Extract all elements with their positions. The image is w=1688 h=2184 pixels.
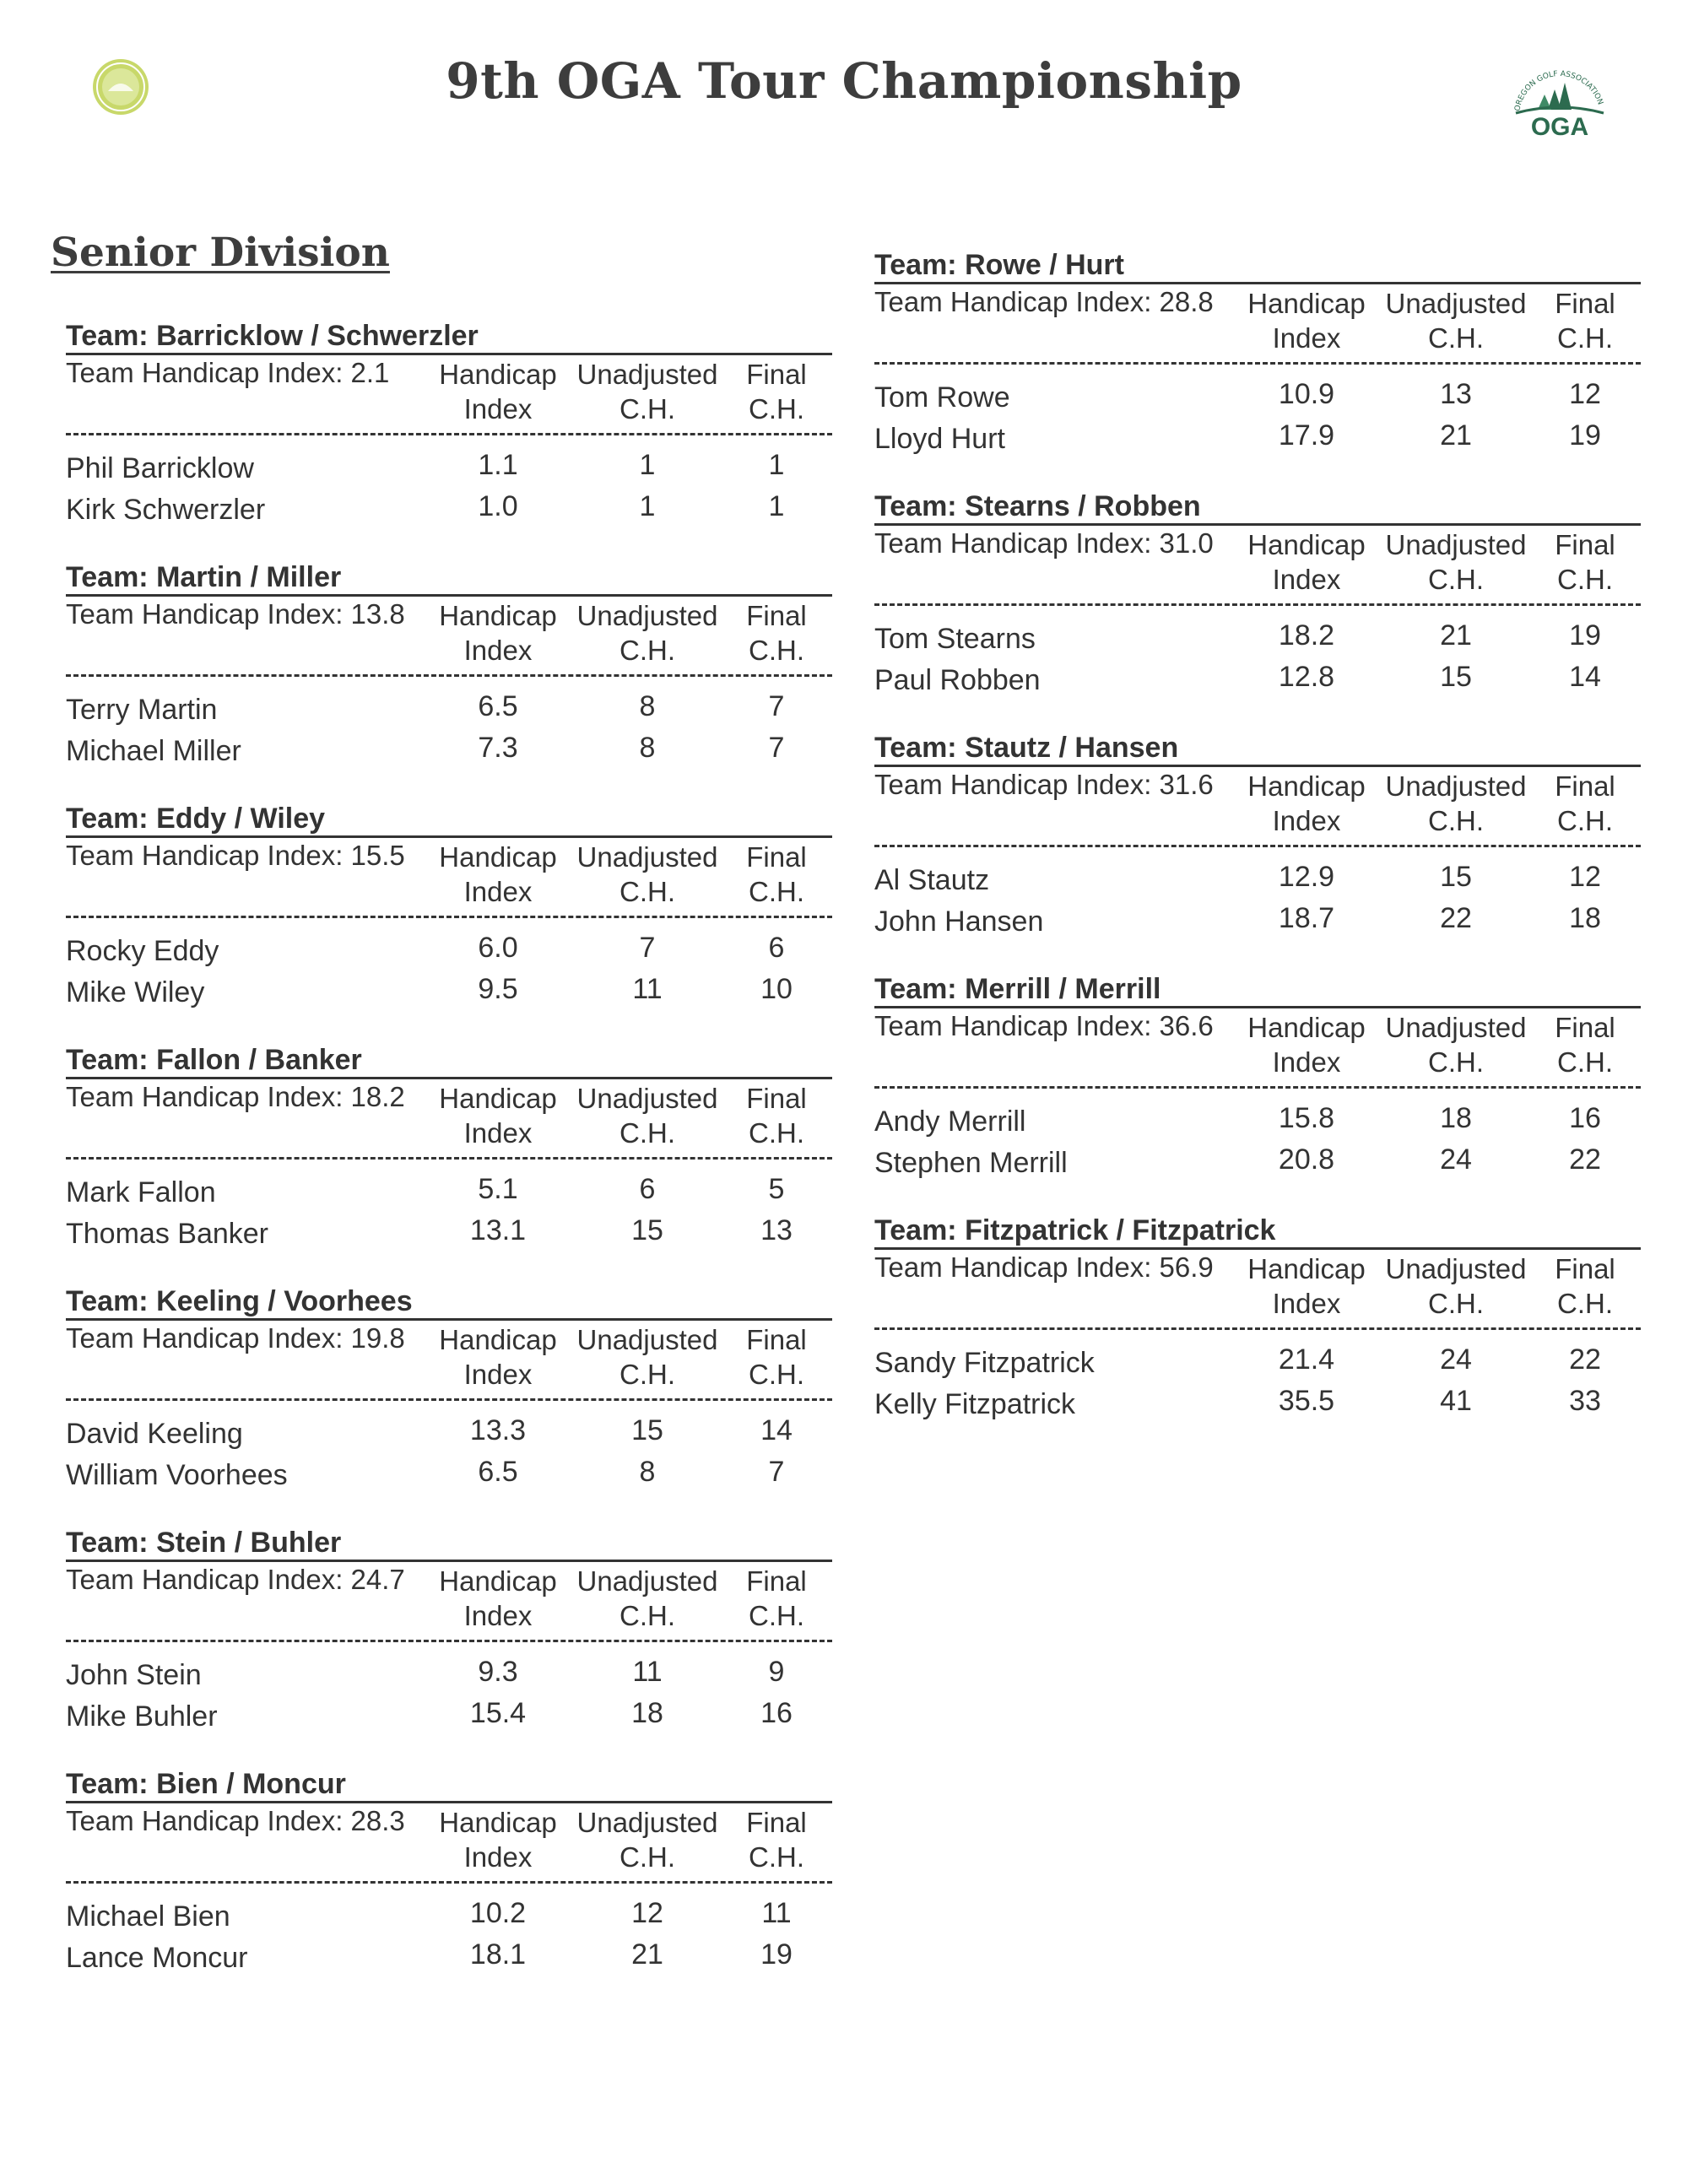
player-handicap-index: 10.2: [469, 1897, 527, 1929]
player-final-ch: 12: [1569, 861, 1601, 893]
team-name: Team: Fallon / Banker: [66, 1044, 362, 1076]
player-handicap-index: 1.0: [478, 490, 518, 522]
team-block: [66, 1043, 832, 1251]
player-name: Lance Moncur: [66, 1942, 248, 1974]
team-name: Team: Bien / Moncur: [66, 1768, 346, 1800]
oga-logo-text: OGA: [1530, 113, 1589, 138]
col-header-unadjusted-ch: Unadjusted C.H.: [1385, 770, 1527, 836]
player-name: Stephen Merrill: [874, 1147, 1068, 1179]
player-row: [874, 414, 1641, 456]
player-handicap-index: 13.3: [469, 1414, 527, 1446]
player-unadjusted-ch: 12: [631, 1897, 663, 1929]
player-row: [874, 856, 1641, 897]
col-header-handicap-index: Handicap Index: [439, 1083, 557, 1149]
team-handicap-index: Team Handicap Index: 15.5: [66, 840, 405, 871]
player-final-ch: 18: [1569, 902, 1601, 934]
player-unadjusted-ch: 1: [639, 449, 656, 481]
player-unadjusted-ch: 11: [632, 973, 663, 1005]
player-row: [66, 927, 832, 968]
player-unadjusted-ch: 18: [631, 1697, 663, 1729]
team-name: Team: Stautz / Hansen: [874, 732, 1179, 764]
player-row: [66, 727, 832, 768]
col-header-unadjusted-ch: Unadjusted C.H.: [576, 1083, 718, 1149]
col-header-final-ch: Final C.H.: [1555, 1253, 1615, 1319]
player-final-ch: 9: [768, 1656, 785, 1688]
player-unadjusted-ch: 41: [1440, 1385, 1472, 1417]
player-handicap-index: 15.4: [469, 1697, 527, 1729]
player-handicap-index: 6.5: [478, 1456, 518, 1488]
team-handicap-index: Team Handicap Index: 28.3: [66, 1805, 405, 1836]
player-unadjusted-ch: 8: [639, 690, 656, 722]
team-block: [66, 1526, 832, 1733]
player-unadjusted-ch: 8: [639, 732, 656, 764]
team-handicap-index: Team Handicap Index: 18.2: [66, 1081, 405, 1112]
player-final-ch: 22: [1569, 1143, 1601, 1176]
player-name: Rocky Eddy: [66, 935, 219, 967]
team-handicap-index: Team Handicap Index: 24.7: [66, 1564, 405, 1595]
col-header-handicap-index: Handicap Index: [1247, 1012, 1366, 1078]
player-handicap-index: 9.5: [478, 973, 518, 1005]
player-unadjusted-ch: 22: [1440, 902, 1472, 934]
oga-logo-arc-text: OREGON GOLF ASSOCIATION: [1513, 69, 1604, 112]
team-header: [874, 523, 1641, 606]
col-header-unadjusted-ch: Unadjusted C.H.: [576, 600, 718, 666]
col-header-handicap-index: Handicap Index: [439, 1324, 557, 1390]
player-name: Kelly Fitzpatrick: [874, 1388, 1076, 1420]
team-handicap-index: Team Handicap Index: 13.8: [66, 598, 405, 630]
team-handicap-index: Team Handicap Index: 36.6: [874, 1010, 1214, 1041]
team-name: Team: Eddy / Wiley: [66, 803, 326, 835]
player-final-ch: 19: [1569, 419, 1601, 451]
player-unadjusted-ch: 24: [1440, 1343, 1472, 1376]
player-final-ch: 1: [768, 490, 785, 522]
col-header-final-ch: Final C.H.: [746, 1324, 807, 1390]
player-name: Mark Fallon: [66, 1176, 216, 1208]
col-header-final-ch: Final C.H.: [746, 841, 807, 907]
team-block: [874, 972, 1641, 1180]
team-handicap-index: Team Handicap Index: 56.9: [874, 1251, 1214, 1283]
col-header-handicap-index: Handicap Index: [1247, 770, 1366, 836]
oga-logo-icon: [1507, 57, 1612, 138]
player-final-ch: 16: [760, 1697, 793, 1729]
player-name: Michael Bien: [66, 1900, 230, 1933]
col-header-unadjusted-ch: Unadjusted C.H.: [576, 841, 718, 907]
player-unadjusted-ch: 13: [1440, 378, 1472, 410]
col-header-unadjusted-ch: Unadjusted C.H.: [1385, 1012, 1527, 1078]
team-name: Team: Merrill / Merrill: [874, 973, 1161, 1005]
player-handicap-index: 15.8: [1278, 1102, 1335, 1134]
team-header: [66, 1318, 832, 1401]
player-unadjusted-ch: 15: [631, 1414, 663, 1446]
col-header-final-ch: Final C.H.: [1555, 529, 1615, 595]
player-final-ch: 19: [1569, 619, 1601, 651]
col-header-final-ch: Final C.H.: [1555, 1012, 1615, 1078]
player-name: Sandy Fitzpatrick: [874, 1347, 1095, 1379]
player-row: [874, 1338, 1641, 1380]
player-row: [66, 1409, 832, 1451]
player-unadjusted-ch: 21: [631, 1938, 663, 1970]
player-final-ch: 16: [1569, 1102, 1601, 1134]
team-block: [66, 560, 832, 768]
player-row: [66, 1933, 832, 1975]
player-name: Terry Martin: [66, 694, 218, 726]
player-row: [66, 1209, 832, 1251]
team-handicap-index: Team Handicap Index: 31.6: [874, 769, 1214, 800]
player-name: John Stein: [66, 1659, 202, 1691]
golf-club-badge-icon: [91, 57, 150, 116]
player-handicap-index: 17.9: [1278, 419, 1335, 451]
team-handicap-index: Team Handicap Index: 19.8: [66, 1322, 405, 1354]
team-name: Team: Keeling / Voorhees: [66, 1285, 413, 1317]
player-row: [66, 1892, 832, 1933]
player-row: [66, 685, 832, 727]
player-handicap-index: 9.3: [478, 1656, 518, 1688]
player-final-ch: 19: [760, 1938, 793, 1970]
player-row: [66, 1451, 832, 1492]
col-header-handicap-index: Handicap Index: [439, 1565, 557, 1631]
team-header: [874, 1247, 1641, 1330]
player-row: [66, 968, 832, 1009]
team-block: [874, 248, 1641, 456]
player-final-ch: 14: [1569, 661, 1601, 693]
team-block: [66, 1284, 832, 1492]
player-handicap-index: 35.5: [1278, 1385, 1335, 1417]
player-final-ch: 33: [1569, 1385, 1601, 1417]
col-header-final-ch: Final C.H.: [746, 600, 807, 666]
player-final-ch: 5: [768, 1173, 785, 1205]
team-header: [874, 1006, 1641, 1089]
player-row: [66, 444, 832, 485]
player-final-ch: 7: [768, 690, 785, 722]
player-handicap-index: 20.8: [1278, 1143, 1335, 1176]
player-final-ch: 13: [760, 1214, 793, 1246]
player-name: Kirk Schwerzler: [66, 494, 266, 526]
team-header: [66, 835, 832, 918]
team-handicap-index: Team Handicap Index: 28.8: [874, 286, 1214, 317]
player-unadjusted-ch: 15: [1440, 661, 1472, 693]
col-header-unadjusted-ch: Unadjusted C.H.: [576, 1324, 718, 1390]
team-name: Team: Fitzpatrick / Fitzpatrick: [874, 1214, 1276, 1246]
team-name: Team: Martin / Miller: [66, 561, 342, 593]
col-header-unadjusted-ch: Unadjusted C.H.: [1385, 288, 1527, 354]
player-name: Paul Robben: [874, 664, 1041, 696]
player-handicap-index: 5.1: [478, 1173, 518, 1205]
team-handicap-index: Team Handicap Index: 2.1: [66, 357, 390, 388]
player-handicap-index: 1.1: [478, 449, 518, 481]
player-row: [874, 1138, 1641, 1180]
col-header-unadjusted-ch: Unadjusted C.H.: [576, 1565, 718, 1631]
player-handicap-index: 10.9: [1278, 378, 1335, 410]
player-row: [66, 1651, 832, 1692]
team-block: [66, 802, 832, 1009]
player-final-ch: 22: [1569, 1343, 1601, 1376]
player-name: Tom Rowe: [874, 381, 1010, 414]
team-header: [66, 1801, 832, 1884]
player-handicap-index: 18.7: [1278, 902, 1335, 934]
player-handicap-index: 21.4: [1278, 1343, 1335, 1376]
player-handicap-index: 7.3: [478, 732, 518, 764]
col-header-handicap-index: Handicap Index: [1247, 1253, 1366, 1319]
player-name: Al Stautz: [874, 864, 990, 896]
col-header-handicap-index: Handicap Index: [1247, 529, 1366, 595]
player-row: [874, 1380, 1641, 1421]
team-block: [66, 1767, 832, 1975]
team-block: [874, 1214, 1641, 1421]
player-row: [874, 614, 1641, 656]
player-name: Lloyd Hurt: [874, 423, 1005, 455]
team-block: [66, 319, 832, 527]
player-final-ch: 7: [768, 1456, 785, 1488]
player-name: Phil Barricklow: [66, 452, 254, 484]
player-row: [66, 1168, 832, 1209]
player-name: Thomas Banker: [66, 1218, 268, 1250]
team-block: [874, 731, 1641, 938]
team-header: [874, 282, 1641, 365]
player-final-ch: 14: [760, 1414, 793, 1446]
section-title: Senior Division: [51, 230, 390, 276]
player-row: [66, 485, 832, 527]
player-final-ch: 10: [760, 973, 793, 1005]
col-header-handicap-index: Handicap Index: [1247, 288, 1366, 354]
col-header-handicap-index: Handicap Index: [439, 600, 557, 666]
player-name: Mike Wiley: [66, 976, 205, 1008]
col-header-handicap-index: Handicap Index: [439, 359, 557, 424]
player-name: Tom Stearns: [874, 623, 1036, 655]
player-final-ch: 6: [768, 932, 785, 964]
player-name: Michael Miller: [66, 735, 241, 767]
team-block: [874, 489, 1641, 697]
col-header-final-ch: Final C.H.: [746, 359, 807, 424]
col-header-unadjusted-ch: Unadjusted C.H.: [576, 1807, 718, 1873]
player-name: Andy Merrill: [874, 1106, 1026, 1138]
player-unadjusted-ch: 15: [1440, 861, 1472, 893]
player-unadjusted-ch: 1: [639, 490, 656, 522]
player-handicap-index: 18.2: [1278, 619, 1335, 651]
player-handicap-index: 6.5: [478, 690, 518, 722]
team-name: Team: Stein / Buhler: [66, 1527, 342, 1559]
col-header-final-ch: Final C.H.: [746, 1565, 807, 1631]
col-header-unadjusted-ch: Unadjusted C.H.: [576, 359, 718, 424]
player-row: [874, 656, 1641, 697]
team-header: [66, 1560, 832, 1642]
col-header-handicap-index: Handicap Index: [439, 1807, 557, 1873]
col-header-unadjusted-ch: Unadjusted C.H.: [1385, 529, 1527, 595]
player-final-ch: 1: [768, 449, 785, 481]
col-header-final-ch: Final C.H.: [1555, 770, 1615, 836]
team-name: Team: Barricklow / Schwerzler: [66, 320, 479, 352]
player-name: William Voorhees: [66, 1459, 288, 1491]
team-header: [66, 1077, 832, 1160]
team-handicap-index: Team Handicap Index: 31.0: [874, 527, 1214, 559]
player-final-ch: 7: [768, 732, 785, 764]
col-header-unadjusted-ch: Unadjusted C.H.: [1385, 1253, 1527, 1319]
player-final-ch: 12: [1569, 378, 1601, 410]
player-unadjusted-ch: 6: [639, 1173, 656, 1205]
player-handicap-index: 18.1: [469, 1938, 527, 1970]
player-unadjusted-ch: 21: [1440, 419, 1472, 451]
team-header: [66, 353, 832, 435]
col-header-final-ch: Final C.H.: [746, 1083, 807, 1149]
player-unadjusted-ch: 11: [632, 1656, 663, 1688]
player-unadjusted-ch: 8: [639, 1456, 656, 1488]
team-name: Team: Stearns / Robben: [874, 490, 1201, 522]
player-unadjusted-ch: 15: [631, 1214, 663, 1246]
col-header-final-ch: Final C.H.: [1555, 288, 1615, 354]
team-header: [66, 594, 832, 677]
player-unadjusted-ch: 18: [1440, 1102, 1472, 1134]
player-name: John Hansen: [874, 905, 1044, 938]
col-header-final-ch: Final C.H.: [746, 1807, 807, 1873]
player-row: [874, 373, 1641, 414]
player-handicap-index: 13.1: [469, 1214, 527, 1246]
player-handicap-index: 12.8: [1278, 661, 1335, 693]
player-final-ch: 11: [761, 1897, 792, 1929]
team-header: [874, 765, 1641, 847]
player-name: David Keeling: [66, 1418, 243, 1450]
team-name: Team: Rowe / Hurt: [874, 249, 1124, 281]
player-name: Mike Buhler: [66, 1700, 218, 1733]
player-unadjusted-ch: 24: [1440, 1143, 1472, 1176]
page-title: 9th OGA Tour Championship: [446, 52, 1242, 110]
player-handicap-index: 12.9: [1278, 861, 1335, 893]
player-row: [874, 1097, 1641, 1138]
col-header-handicap-index: Handicap Index: [439, 841, 557, 907]
player-unadjusted-ch: 7: [639, 932, 656, 964]
player-handicap-index: 6.0: [478, 932, 518, 964]
player-unadjusted-ch: 21: [1440, 619, 1472, 651]
player-row: [66, 1692, 832, 1733]
player-row: [874, 897, 1641, 938]
